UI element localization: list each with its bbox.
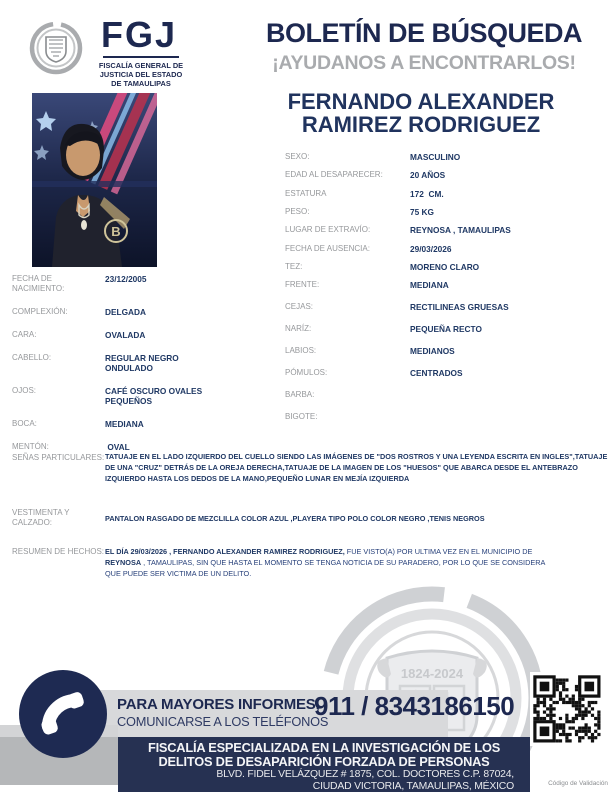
resumen-hechos-text: [105, 546, 553, 579]
field-label: BIGOTE:: [285, 412, 318, 421]
field-value: PEQUEÑA RECTO: [410, 324, 482, 334]
field-label: FRENTE:: [285, 280, 320, 289]
field-value: MORENO CLARO: [410, 262, 480, 272]
field-label: CARA:: [12, 330, 37, 339]
field-row: [12, 274, 234, 294]
field-value: 20 AÑOS: [410, 170, 446, 180]
field-label: SEXO:: [285, 152, 310, 161]
bulletin-header: [238, 18, 610, 75]
field-row: [285, 152, 608, 162]
resumen-part: REYNOSA: [105, 558, 142, 567]
field-row: [12, 307, 234, 317]
field-row: [285, 346, 608, 356]
logo-org-name: [88, 61, 194, 88]
field-label: CEJAS:: [285, 302, 314, 311]
field-label: FECHA DE AUSENCIA:: [285, 244, 370, 253]
informs-line1: PARA MAYORES INFORMES,: [117, 696, 320, 713]
field-label: PESO:: [285, 207, 310, 216]
address-line2: CIUDAD VICTORIA, TAMAULIPAS, MÉXICO: [312, 780, 514, 792]
informs-line2: COMUNICARSE A LOS TELÉFONOS: [117, 714, 329, 729]
field-value: OVALADA: [105, 330, 146, 340]
field-value: CENTRADOS: [410, 368, 463, 378]
field-label: CABELLO:: [12, 353, 52, 362]
validation-label: Código de Validación: [548, 780, 608, 787]
field-row: [285, 302, 608, 312]
missing-person-photo: [32, 93, 157, 267]
field-row: [285, 412, 608, 422]
emergency-phone-numbers: 911 / 8343186150: [314, 691, 515, 721]
field-value: 23/12/2005: [105, 274, 147, 284]
field-value: OVAL: [105, 442, 130, 452]
field-row: [285, 170, 608, 180]
field-row: [285, 324, 608, 334]
resumen-part: EL DÍA 29/03/2026 , FERNANDO ALEXANDER RAMIREZ RODRIGUEZ,: [105, 547, 345, 556]
missing-person-name: FERNANDO ALEXANDER RAMIREZ RODRIGUEZ: [287, 89, 555, 137]
field-value: 29/03/2026: [410, 244, 452, 254]
field-row: [285, 244, 608, 254]
validation-qr-code-icon: [530, 672, 604, 746]
field-row: [12, 330, 234, 340]
logo-org-line: FISCALÍA GENERAL DE: [98, 61, 184, 70]
logo-org-line: DE TAMAULIPAS: [111, 79, 171, 88]
field-group: [285, 280, 608, 378]
field-value: REYNOSA , TAMAULIPAS: [410, 225, 511, 235]
fiscalia-footer: [118, 737, 530, 792]
logo-org-line: JUSTICIA DEL ESTADO: [99, 70, 183, 79]
field-value: REGULAR NEGRO ONDULADO: [105, 353, 182, 373]
field-label: EDAD AL DESAPARECER:: [285, 170, 383, 179]
bulletin-title: BOLETÍN DE BÚSQUEDA: [265, 18, 583, 48]
logo-divider: [103, 56, 179, 58]
field-label: LABIOS:: [285, 346, 317, 355]
field-value: MEDIANOS: [410, 346, 455, 356]
field-value: [410, 412, 608, 422]
field-value: 172 CM.: [410, 189, 444, 199]
field-row: [12, 353, 234, 373]
field-row: [285, 207, 608, 217]
field-label: ESTATURA: [285, 189, 327, 198]
field-row: [285, 262, 608, 272]
field-group: [285, 244, 608, 272]
field-label: COMPLEXIÓN:: [12, 307, 68, 316]
dept-line2: DELITOS DE DESAPARICIÓN FORZADA DE PERSONAS: [158, 754, 490, 769]
field-value: RECTILINEAS GRUESAS: [410, 302, 509, 312]
informs-text: [117, 696, 328, 729]
field-label: NARÍZ:: [285, 324, 312, 333]
field-value: MASCULINO: [410, 152, 461, 162]
dept-line1: FISCALÍA ESPECIALIZADA EN LA INVESTIGACIÓN DE LOS: [147, 740, 501, 755]
field-group: [285, 390, 608, 422]
field-label: PÓMULOS:: [285, 368, 328, 377]
field-row: [285, 225, 608, 235]
resumen-part: , TAMAULIPAS, SIN QUE HASTA EL MOMENTO SE TENGA NOTICIA DE SU PARADERO, POR LO QUE SE CONSIDERA QUE PUEDE SER VICTIMA DE UN DELITO.: [105, 558, 545, 578]
fgj-acronym: FGJ: [101, 14, 178, 55]
field-label: OJOS:: [12, 386, 37, 395]
field-value: 75 KG: [410, 207, 434, 217]
vestimenta-label: VESTIMENTA Y CALZADO:: [12, 508, 70, 527]
field-value: MEDIANA: [105, 419, 144, 429]
field-row: [285, 280, 608, 290]
field-value: DELGADA: [105, 307, 147, 317]
field-label: MENTÓN:: [12, 442, 49, 451]
senas-particulares-text: TATUAJE EN EL LADO IZQUIERDO DEL CUELLO SIENDO LAS IMÁGENES DE "DOS ROSTROS Y UNA LEYENDA ESCRITA EN INGLES",TATUAJE DE UNA "CRUZ" DETRÁS DE LA OREJA DERECHA,TATUAJE DE LA IMAGEN DE LOS "HUESOS" QUE ABARCA DESDE EL ANTEBRAZO IZQUIERDO HASTA LOS DEDOS DE LA MANO,PEQUEÑO LUNAR EN MEJÍA IZQUIERDA: [105, 452, 608, 483]
field-row: [285, 368, 608, 378]
resumen-hechos-label: RESUMEN DE HECHOS:: [12, 547, 105, 556]
field-row: [285, 189, 608, 199]
field-group: [285, 189, 608, 235]
field-label: FECHA DE NACIMIENTO:: [12, 274, 65, 293]
field-label: BOCA:: [12, 419, 37, 428]
field-group: [285, 152, 608, 180]
field-label: TEZ:: [285, 262, 303, 271]
phone-badge: [19, 670, 107, 758]
field-row: [285, 390, 608, 400]
address-line1: BLVD. FIDEL VELÁZQUEZ # 1875, COL. DOCTORES C.P. 87024,: [216, 769, 514, 780]
svg-text:B: B: [111, 224, 121, 239]
field-label: BARBA:: [285, 390, 315, 399]
field-row: [12, 386, 234, 406]
field-value: MEDIANA: [410, 280, 449, 290]
bulletin-subtitle: ¡AYUDANOS A ENCONTRARLOS!: [272, 52, 576, 74]
field-row: [12, 419, 234, 429]
field-row: [12, 442, 234, 452]
senas-particulares-label: SEÑAS PARTICULARES:: [12, 453, 105, 462]
field-value: CAFÉ OSCURO OVALES PEQUEÑOS: [105, 386, 205, 406]
fgj-seal-icon: [28, 20, 84, 76]
resumen-part: FUE VISTO(A) POR ULTIMA VEZ EN EL MUNICIPIO DE: [344, 547, 533, 556]
field-value: [410, 390, 608, 400]
vestimenta-text: PANTALON RASGADO DE MEZCLILLA COLOR AZUL ,PLAYERA TIPO POLO COLOR NEGRO ,TENIS NEGROS: [105, 514, 485, 523]
physical-description-column: [12, 274, 234, 465]
svg-text:1824-2024: 1824-2024: [400, 666, 464, 681]
field-label: LUGAR DE EXTRAVÍO:: [285, 225, 371, 234]
identity-description-column: [285, 152, 608, 434]
phone-handset-icon: [19, 670, 107, 758]
